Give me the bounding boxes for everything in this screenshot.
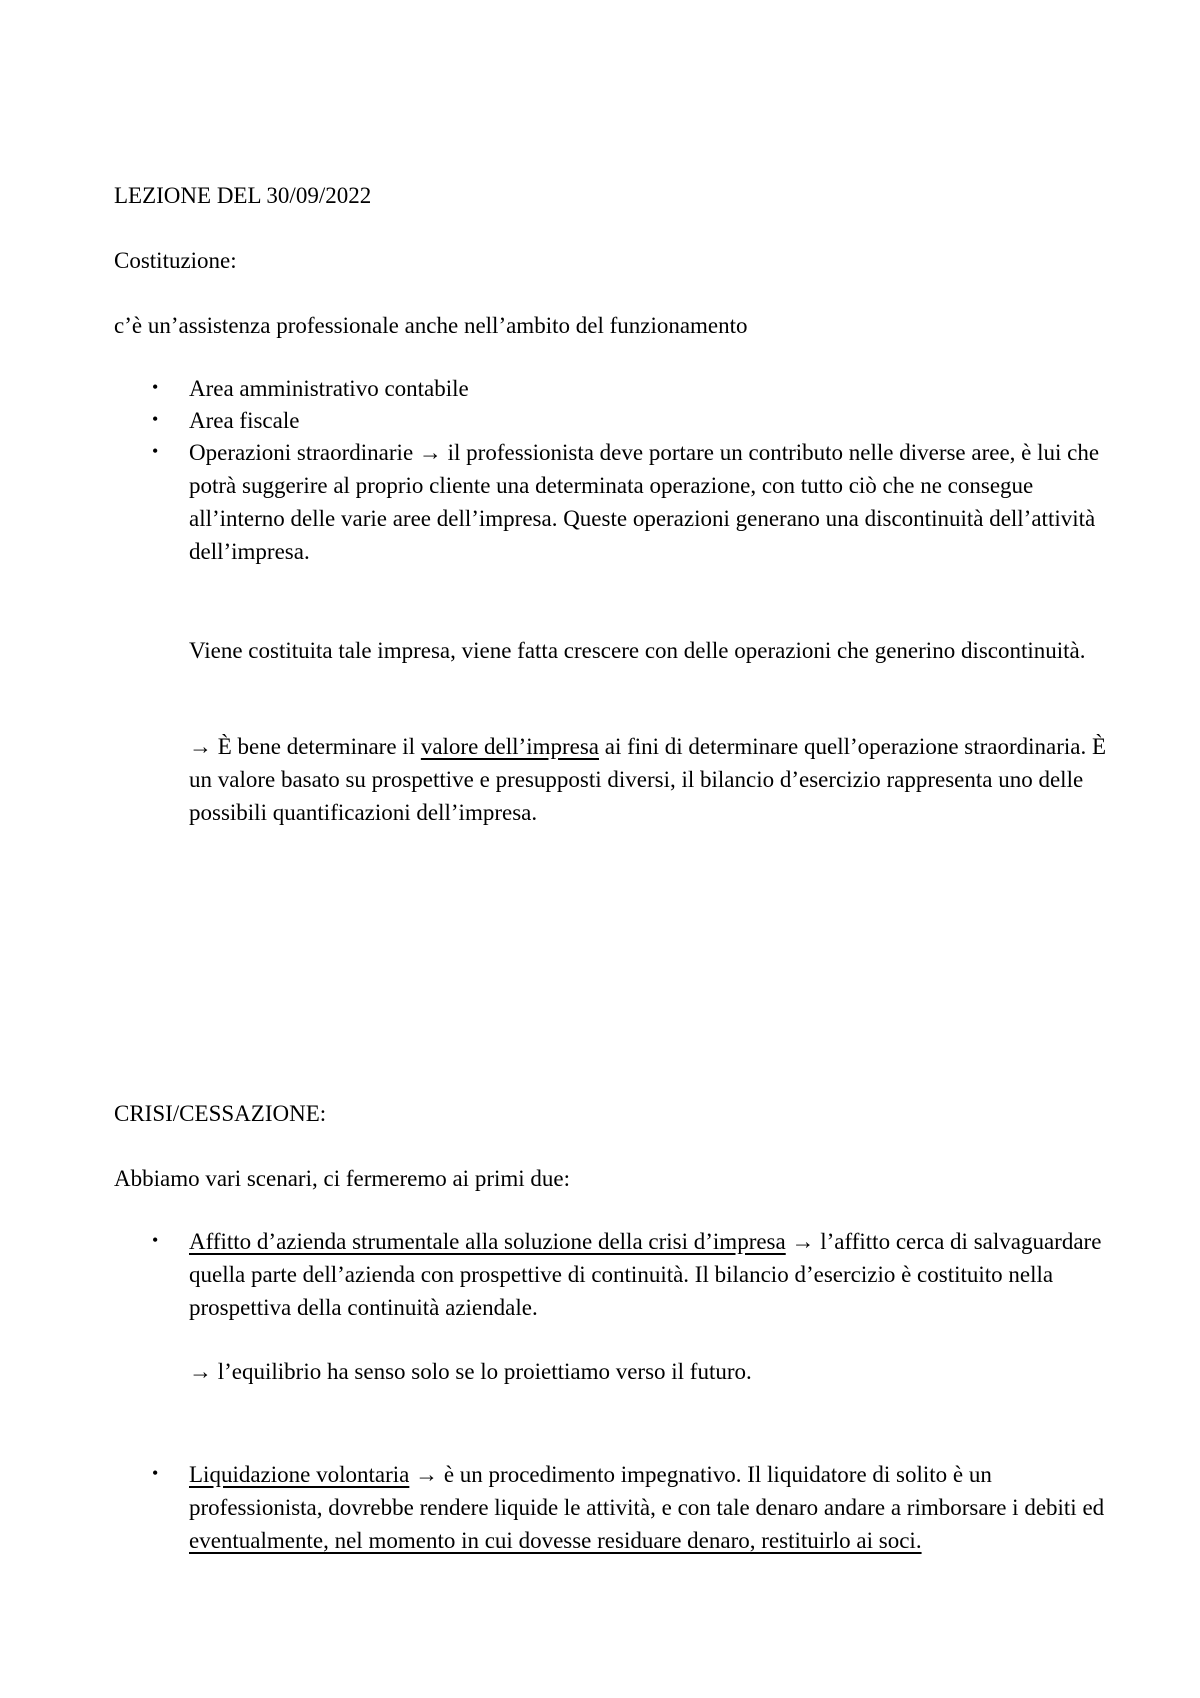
paragraph-costituzione <box>189 634 1119 667</box>
list-item-affitto: Affitto d’azienda strumentale alla soluzione della crisi d’impresa → l’affitto cerca di salvaguardare quella parte dell’azienda con prospettive di continuità. Il bilancio d’esercizio è costituito nella prospettiva della continuità aziendale. <box>189 1229 1102 1320</box>
arrow-icon: → <box>415 1462 439 1487</box>
list-item-text: Area amministrativo contabile <box>189 376 469 401</box>
section-intro: Abbiamo vari scenari, ci fermeremo ai primi due: <box>114 1166 570 1191</box>
list-item-text: Area fiscale <box>189 408 300 433</box>
section-intro: c’è un’assistenza professionale anche nell’ambito del funzionamento <box>114 313 748 338</box>
list-item-operazioni <box>189 436 1119 568</box>
bullet-marker: • <box>152 409 159 429</box>
lesson-heading: LEZIONE DEL 30/09/2022 <box>114 183 372 208</box>
bullet-marker: • <box>152 1463 159 1483</box>
arrow-icon: → <box>791 1229 815 1254</box>
paragraph-equilibrio: → l’equilibrio ha senso solo se lo proiettiamo verso il futuro. <box>189 1359 752 1384</box>
bullet-marker: • <box>152 377 159 397</box>
section-title-costituzione: Costituzione: <box>114 248 237 273</box>
bullet-marker: • <box>152 1230 159 1250</box>
arrow-icon: → <box>189 1359 212 1384</box>
bullet-marker: • <box>152 441 159 461</box>
underlined-text: Affitto d’azienda strumentale alla soluzione della crisi d’impresa <box>189 1229 786 1254</box>
list-item-liquidazione: Liquidazione volontaria → è un procedimento impegnativo. Il liquidatore di solito è un professionista, dovrebbe rendere liquide le attività, e con tale denaro andare a rimborsare i debiti ed eventualmente, nel momento in cui dovesse residuare denaro, restituirlo ai soci. <box>189 1462 1105 1553</box>
paragraph-valore: → È bene determinare il valore dell’impresa ai fini di determinare quell’operazione straordinaria. È un valore basato su prospettive e presupposti diversi, il bilancio d’esercizio rappresenta uno delle possibili quantificazioni dell’impresa. <box>189 734 1107 825</box>
underlined-text: valore dell’impresa <box>420 734 599 759</box>
underlined-text: eventualmente, nel momento in cui dovesse residuare denaro, restituirlo ai soci. <box>189 1528 922 1553</box>
arrow-icon: → <box>189 734 212 759</box>
list-item <box>189 372 1119 405</box>
list-item-text: Operazioni straordinarie → il professionista deve portare un contributo nelle diverse aree, è lui che potrà suggerire al proprio cliente una determinata operazione, con tutto ciò che ne consegue all’interno delle varie aree dell’impresa. Queste operazioni generano una discontinuità dell’attività dell’impresa. <box>189 440 1100 564</box>
paragraph-text: Viene costituita tale impresa, viene fatta crescere con delle operazioni che generino discontinuità. <box>189 638 1086 663</box>
section-title-crisi: CRISI/CESSAZIONE: <box>114 1101 327 1126</box>
underlined-text: Liquidazione volontaria <box>189 1462 410 1487</box>
list-item <box>189 404 1119 437</box>
